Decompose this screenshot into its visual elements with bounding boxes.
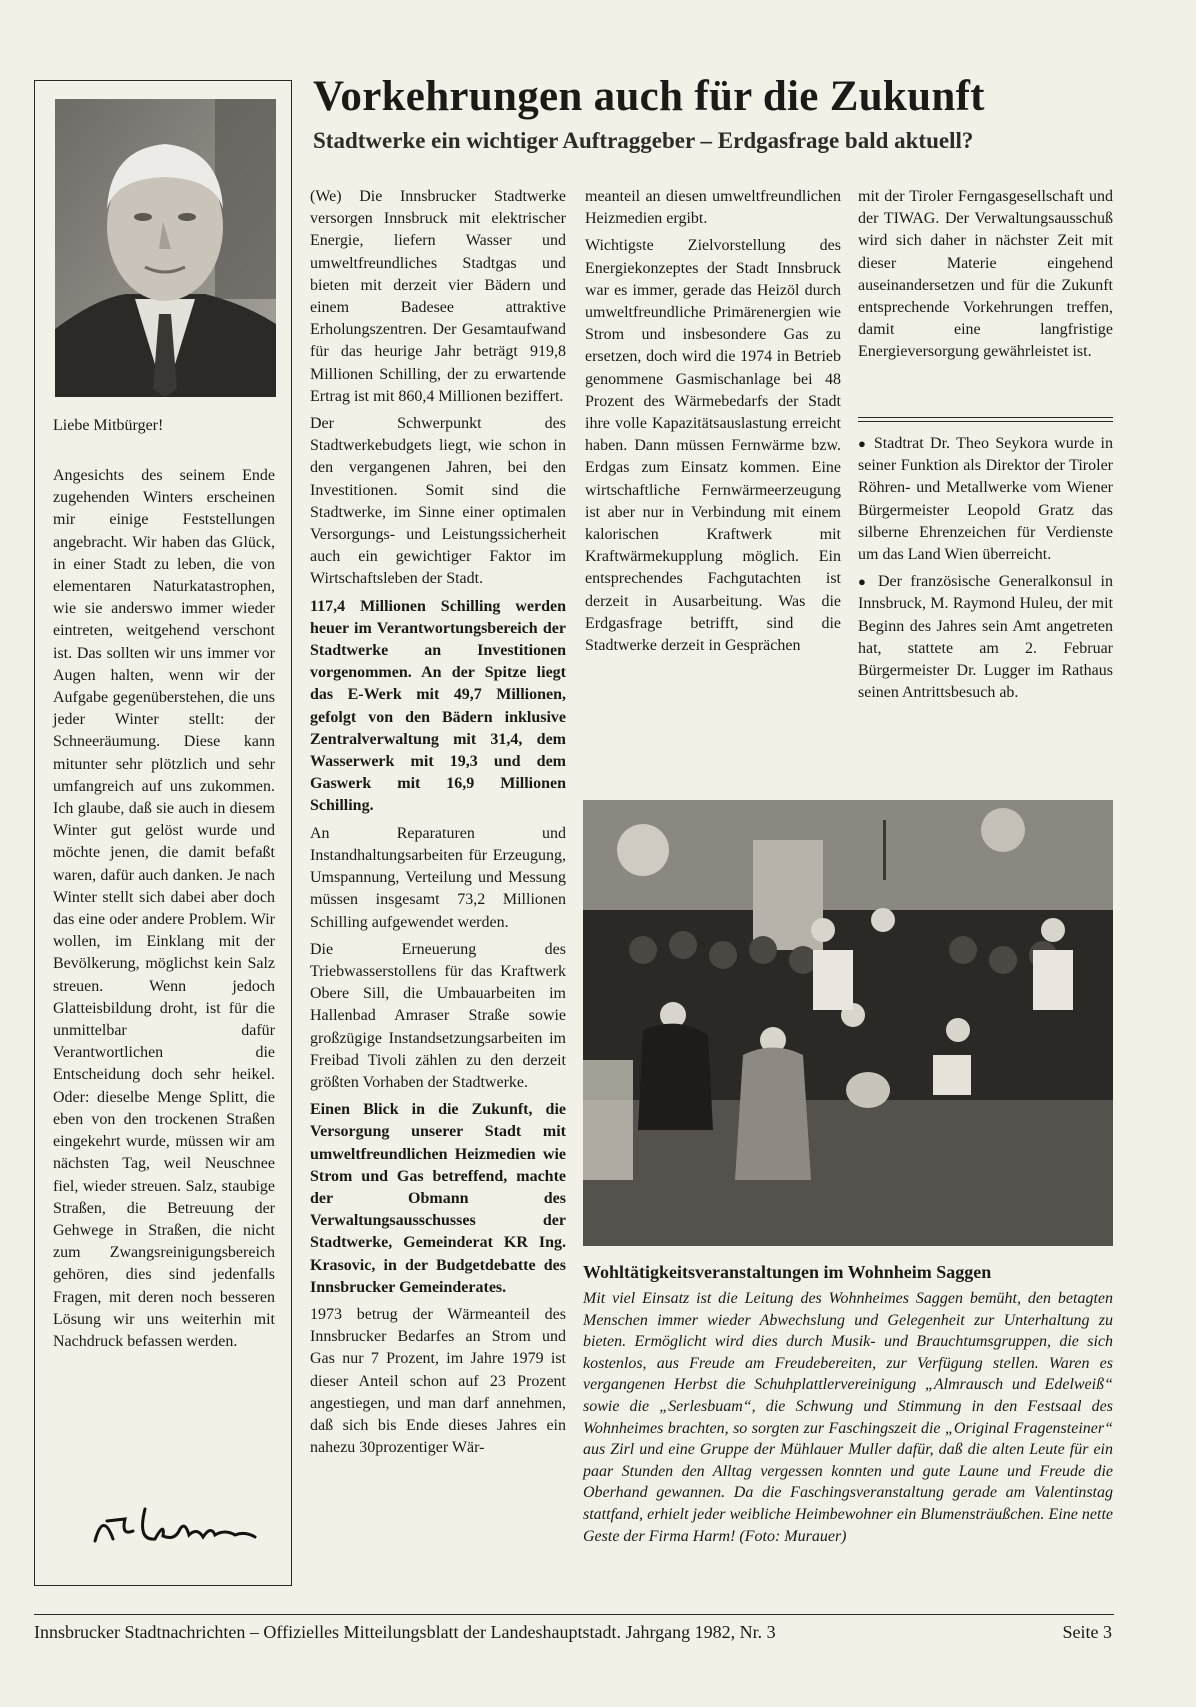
article-paragraph: mit der Tiroler Ferngasgesellschaft und der TIWAG. Der Verwaltungsausschuß wird sich daher in nächster Zeit mit dieser Materie eingehend auseinandersetzen und für die Zukunft entsprechende Vorkehrungen treffen, damit eine langfristige Energieversorgung gewährleistet ist. [858,188,1113,361]
article-paragraph: (We) Die Innsbrucker Stadtwerke versorgen Innsbruck mit elektrischer Energie, liefern Wasser und umweltfreundliches Stadtgas und bieten mit derzeit vier Bädern und einem Badesee attraktive Erholungszentren. Der Gesamtaufwand für das heurige Jahr beträgt 919,8 Millionen Schilling, der zu erwartende Ertrag ist mit 860,4 Millionen beziffert. [310,188,566,405]
article-paragraph: 1973 betrug der Wärmeanteil des Innsbrucker Bedarfes an Strom und Gas nur 7 Prozent, im Jahre 1979 ist dieser Anteil schon auf 23 Prozent angestiegen, und man darf annehmen, daß sich bis Ende dieses Jahres ein nahezu 30prozentiger Wär- [310,1305,566,1457]
page-subheadline: Stadtwerke ein wichtiger Auftraggeber – Erdgasfrage bald aktuell? [313,128,974,153]
mayor-portrait [55,99,276,397]
news-item: ● Der französische Generalkonsul in Innsbruck, M. Raymond Huleu, der mit Beginn des Jahres sein Amt angetreten hat, stattete am 2. Februar Bürgermeister Dr. Lugger im Rathaus seinen Antrittsbesuch ab. [858,571,1113,704]
photo-caption-body: Mit viel Einsatz ist die Leitung des Wohnheimes Saggen bemüht, den betagten Menschen immer wieder Abwechslung und Gelegenheit zur Unterhaltung zu bieten. Ermöglicht wird dies durch Musik- und Brauchtumsgruppen, die sich kostenlos, aus Freude am Freudebereiten, zur Verfügung stellen. Waren es vergangenen Herbst die Schuhplattlervereinigung „Almrausch und Edelweiß“ sowie die „Serlesbuam“, die Schwung und Stimmung in den Festsaal des Wohnheimes brachten, so sorgten zur Faschingszeit die „Original Fragensteiner“ aus Zirl und eine Gruppe der Mühlauer Muller dafür, daß die alten Leute für ein paar Stunden den Alltag vergessen konnten und gute Laune und Freude die Oberhand gewannen. Da die Faschingsveranstaltung gerade am Valentinstag stattfand, erhielt jeder weibliche Heimbewohner ein Blumensträußchen. Eine nette Geste der Firma Harm! (Foto: Murauer) [583,1290,1113,1545]
mayor-signature [85,1491,265,1561]
article-paragraph-bold: 117,4 Millionen Schilling werden heuer im Verantwortungsbereich der Stadtwerke an Investitionen vorgenommen. An der Spitze liegt das E-Werk mit 49,7 Millionen, gefolgt von den Bädern inklusive Zentralverwaltung mit 31,4, dem Wasserwerk mit 19,3 und dem Gaswerk mit 16,9 Millionen Schilling. [310,597,566,815]
article-paragraph-bold: Einen Blick in die Zukunft, die Versorgung unserer Stadt mit umweltfreundlichen Heizmedien wie Strom und Gas betreffend, machte der Obmann des Verwaltungsausschusses der Stadtwerke, Gemeinderat KR Ing. Krasovic, in der Budgetdebatte des Innsbrucker Gemeinderates. [310,1101,566,1296]
article-column-2 [585,186,841,662]
news-column [858,433,1113,709]
article-column-1 [310,186,566,1464]
news-item: ● Stadtrat Dr. Theo Seykora wurde in seiner Funktion als Direktor der Tiroler Röhren- und Metallwerke vom Wiener Bürgermeister Leopold Gratz das silberne Ehrenzeichen für Verdienste um das Land Wien überreicht. [858,433,1113,566]
letter-salutation: Liebe Mitbürger! [53,417,164,434]
event-photo [583,800,1113,1246]
footer-page-number: Seite 3 [1062,1622,1112,1642]
footer-publication: Innsbrucker Stadtnachrichten – Offizielles Mitteilungsblatt der Landeshauptstadt. Jahrgang 1982, Nr. 3 [34,1622,776,1642]
article-paragraph: Die Erneuerung des Triebwasserstollens für das Kraftwerk Obere Sill, die Umbauarbeiten im Hallenbad Amraser Straße sowie großzügige Instandsetzungsarbeiten im Freibad Tivoli zählen zu den derzeit größten Vorhaben der Stadtwerke. [310,940,566,1091]
photo-caption-title: Wohltätigkeitsveranstaltungen im Wohnheim Saggen [583,1262,992,1282]
divider [858,417,1113,418]
article-column-3 [858,186,1113,369]
page-headline: Vorkehrungen auch für die Zukunft [313,73,985,120]
article-paragraph: Wichtigste Zielvorstellung des Energiekonzeptes der Stadt Innsbruck war es immer, gerade das Heizöl durch umweltfreundliche Primärenergien wie Strom und insbesondere Gas zu ersetzen, doch wird die 1974 in Betrieb genommene Gasmischanlage bei 48 Prozent des Wärmebedarfs der Stadt ihre volle Kapazitätsauslastung erreicht haben. Dann müssen Fernwärme bzw. Erdgas zum Einsatz kommen. Eine wirtschaftliche Fernwärmeerzeugung ist aber nur in Verbindung mit einem kalorischen Kraftwerk mit Kraftwärmekupplung möglich. Ein entsprechendes Fachgutachten ist derzeit in Ausarbeitung. Was die Erdgasfrage betrifft, sind die Stadtwerke derzeit in Gesprächen [585,237,841,655]
article-paragraph: Der Schwerpunkt des Stadtwerkebudgets liegt, wie schon in den vergangenen Jahren, bei den Investitionen. Somit sind die Stadtwerke, im Sinne einer optimalen Versorgungs- und Leistungssicherheit auch ein gewichtiger Faktor im Wirtschaftsleben der Stadt. [310,415,566,588]
article-paragraph: meanteil an diesen umweltfreundlichen Heizmedien ergibt. [585,188,841,228]
mayor-letter-box [34,80,292,1586]
footer-divider [34,1614,1114,1615]
article-paragraph: An Reparaturen und Instandhaltungsarbeiten für Erzeugung, Umspannung, Verteilung und Messung müssen insgesamt 73,2 Millionen Schilling aufgewendet werden. [310,824,566,931]
divider [858,421,1113,422]
letter-body: Angesichts des seinem Ende zugehenden Winters erscheinen mir einige Feststellungen angebracht. Wir haben das Glück, in einer Stadt zu leben, die von elementaren Naturkatastrophen, wie sie anderswo immer wieder eintreten, weitgehend verschont ist. Das sollten wir uns immer vor Augen halten, wenn wir der Aufgabe gegenüberstehen, die uns jeder Winter stellt: der Schneeräumung. Diese kann mitunter sehr plötzlich und sehr umfangreich auf uns zukommen. Ich glaube, daß sie auch in diesem Winter gut gelöst wurde und möchte jenen, die damit befaßt waren, dafür auch danken. Je nach Winter stellt sich dabei aber doch das eine oder andere Problem. Wir wollen, im Einklang mit der Bevölkerung, möglichst kein Salz streuen. Wenn jedoch Glatteisbildung droht, ist für die unmittelbar dafür Verantwortlichen die Entscheidung doch sehr heikel. Oder: dieselbe Menge Splitt, die eben von den trockenen Straßen eingekehrt wurde, müssen wir am nächsten Tag, weil Neuschnee fiel, wieder streuen. Salz, staubige Straßen, die Betreuung der Gehwege in Straßen, die nicht zum Zwangsreinigungsbereich gehören, dies sind jedenfalls Fragen, mit deren noch besseren Lösung wir uns weiterhin mit Nachdruck befassen werden. [53,467,275,1350]
